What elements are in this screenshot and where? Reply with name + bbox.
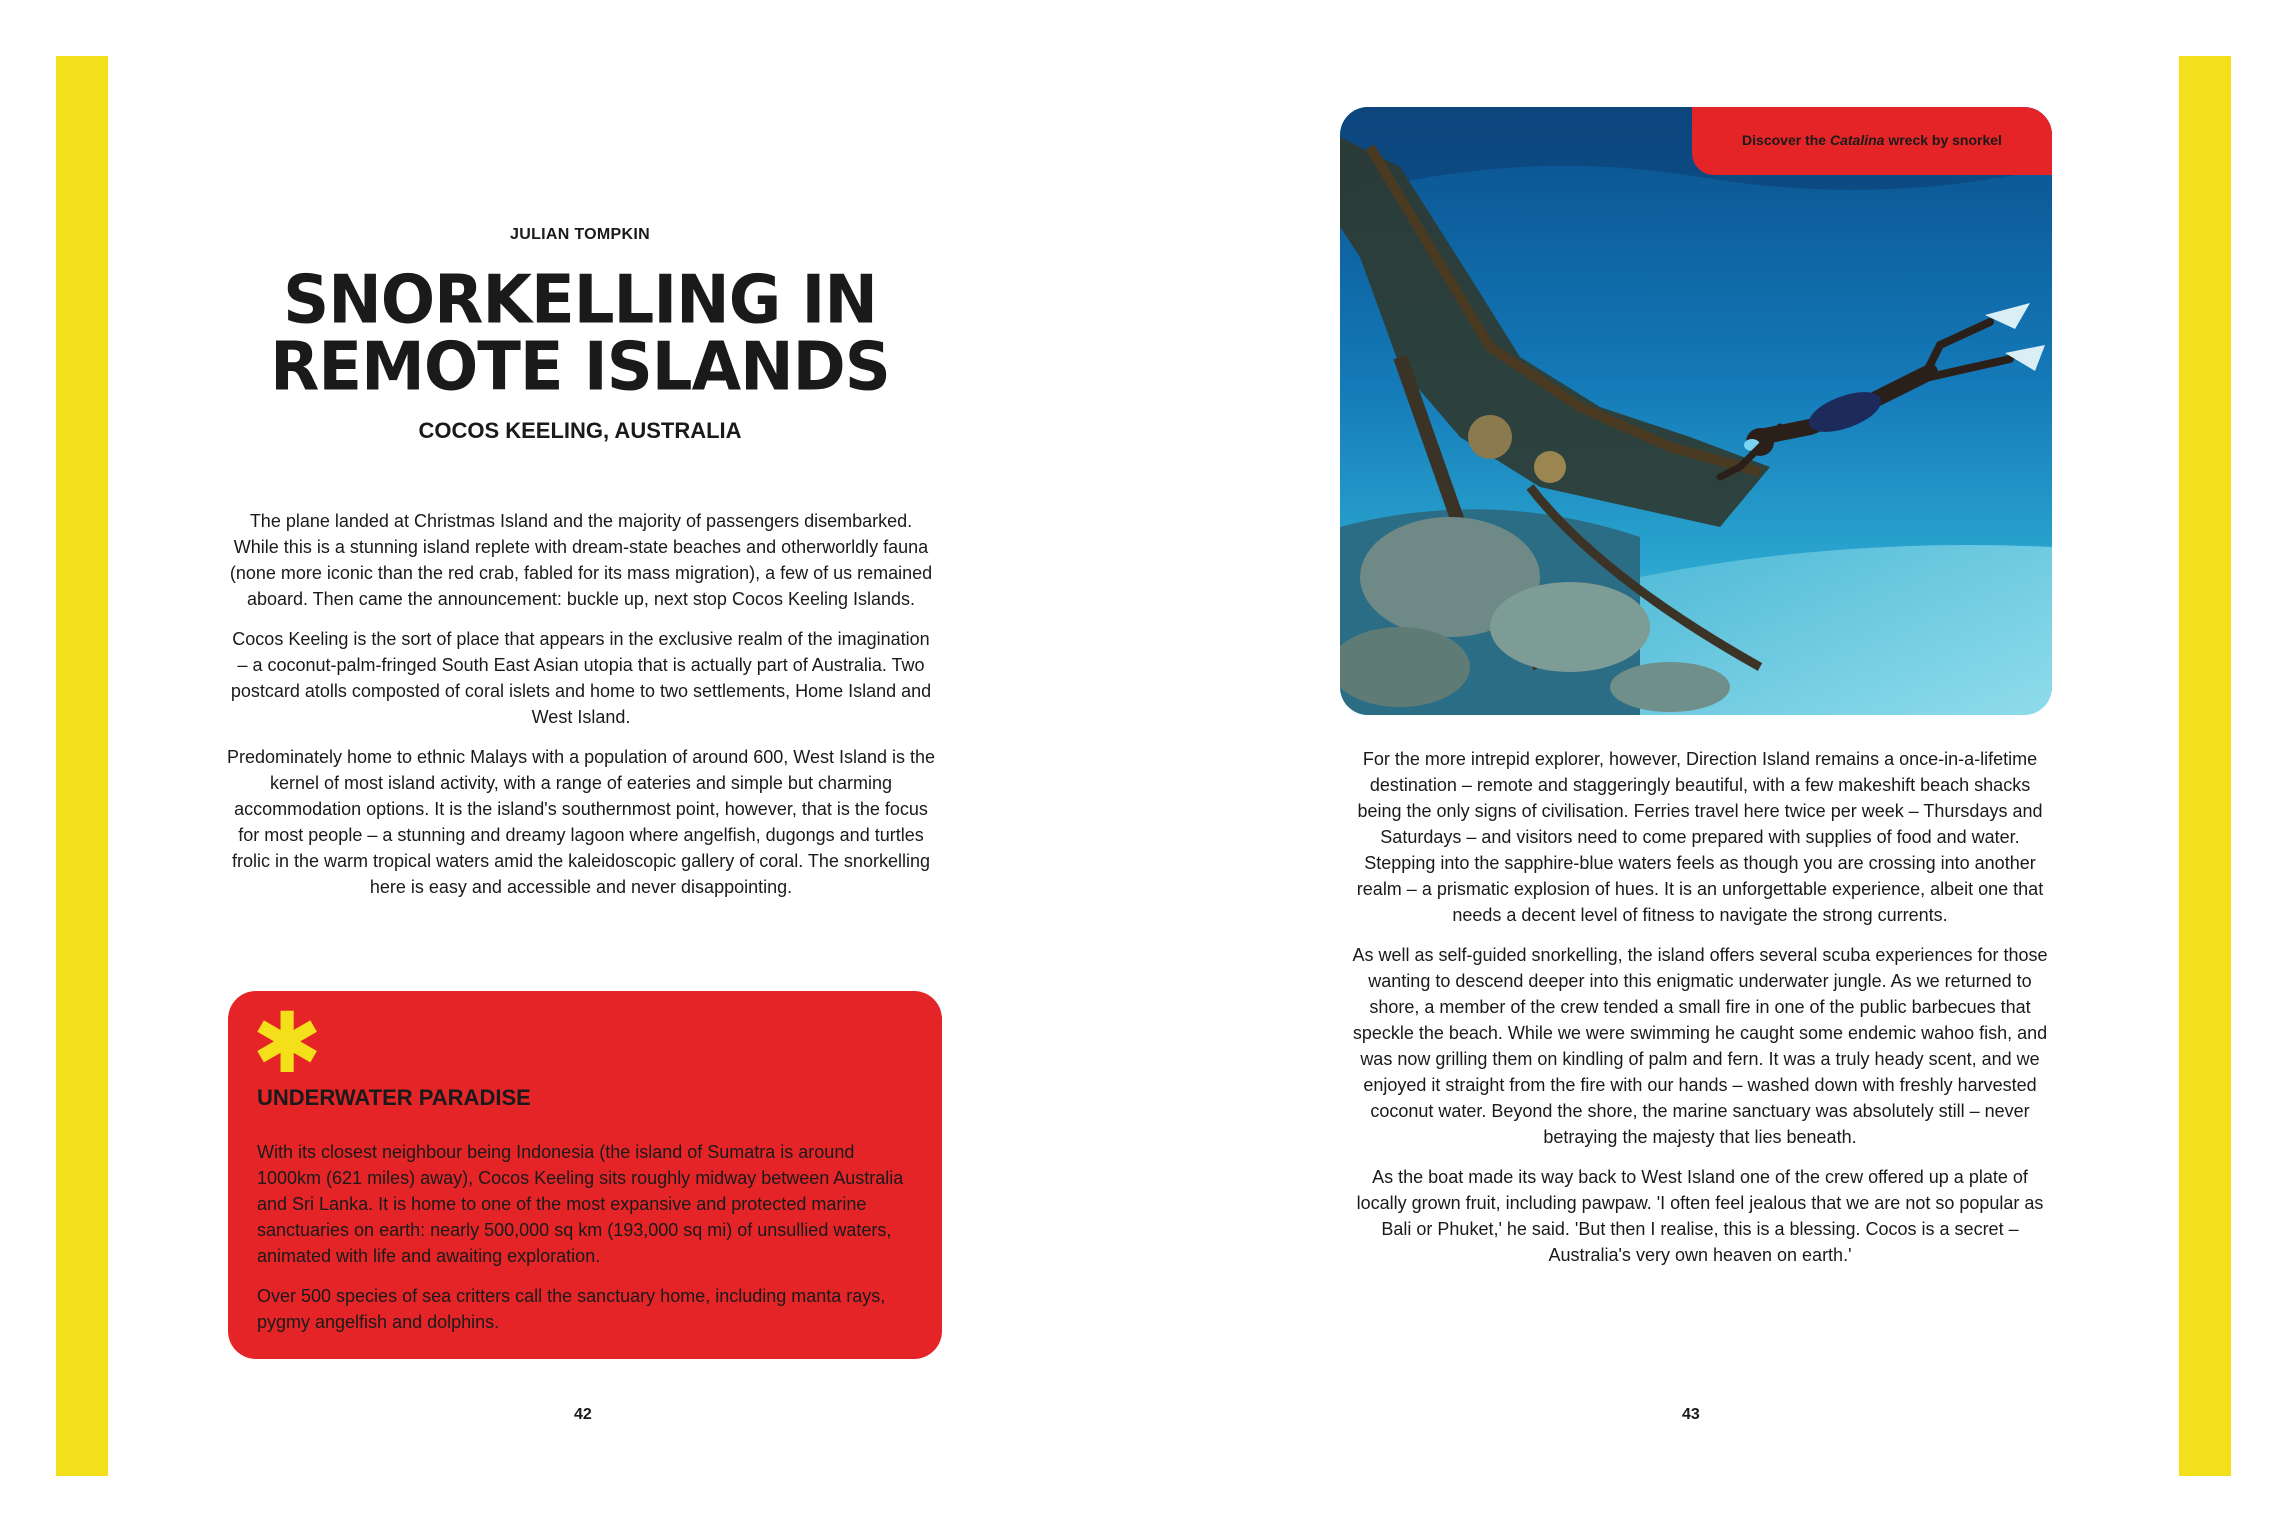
page-number: 42 [574, 1406, 592, 1423]
page-number: 43 [1682, 1406, 1700, 1423]
caption-italic-name: Catalina [1829, 132, 1885, 148]
title-line-2: REMOTE ISLANDS [270, 328, 890, 407]
paragraph: As well as self-guided snorkelling, the island offers several scuba experiences for those wanting to descend deeper into this enigmatic underwater jungle. As we returned to shore, a member of the crew tended a small fire in one of the public barbecues that speckle the beach. While we were swimming he caught some endemic wahoo fish, and was now grilling them on kindling of palm and fern. It was a truly heady scent, and we enjoyed it straight from the fire with our hands – washed down with freshly harvested coconut water. Beyond the shore, the marine sanctuary was absolutely still – never betraying the majesty that lies beneath. [1352, 945, 2048, 1147]
caption-text-end: wreck by snorkel [1884, 132, 2002, 148]
right-body-text [1350, 746, 2050, 1282]
snorkeller-wreck-photo [1340, 107, 2052, 715]
paragraph: Cocos Keeling is the sort of place that appears in the exclusive realm of the imagination – a coconut-palm-fringed South East Asian utopia that is actually part of Australia. Two postcard atolls composted of coral islets and home to two settlements, Home Island and West Island. [230, 629, 932, 727]
paragraph: For the more intrepid explorer, however, Direction Island remains a once-in-a-lifetime destination – remote and staggeringly beautiful, with a few makeshift beach shacks being the only signs of civilisation. Ferries travel here twice per week – Thursdays and Saturdays – and visitors need to come prepared with supplies of food and water. Stepping into the sapphire-blue waters feels as though you are crossing into another realm – a prismatic explosion of hues. It is an unforgettable experience, albeit one that needs a decent level of fitness to navigate the strong currents. [1356, 749, 2044, 925]
location-subtitle: COCOS KEELING, AUSTRALIA [418, 418, 742, 443]
sidebar-paragraph: Over 500 species of sea critters call the sanctuary home, including manta rays, pygmy angelfish and dolphins. [257, 1286, 886, 1332]
photo-caption-badge [1692, 107, 2052, 175]
title-line-1: SNORKELLING IN [283, 261, 877, 340]
author-name: JULIAN TOMPKIN [510, 226, 650, 243]
underwater-scene [1340, 107, 2052, 715]
paragraph: Predominately home to ethnic Malays with a population of around 600, West Island is the kernel of most island activity, with a range of eateries and simple but charming accommodation options. It is the island's southernmost point, however, that is the focus for most people – a stunning and dreamy lagoon where angelfish, dugongs and turtles frolic in the warm tropical waters amid the kaleidoscopic gallery of coral. The snorkelling here is easy and accessible and never disappointing. [226, 747, 936, 897]
sidebar-paragraph: With its closest neighbour being Indonesia (the island of Sumatra is around 1000km (621 miles) away), Cocos Keeling sits roughly midway between Australia and Sri Lanka. It is home to one of the most expansive and protected marine sanctuaries on earth: nearly 500,000 sq km (193,000 sq mi) of unsullied waters, animated with life and awaiting exploration. [257, 1142, 904, 1266]
paragraph: The plane landed at Christmas Island and the majority of passengers disembarked. While this is a stunning island replete with dream-state beaches and otherworldly fauna (none more iconic than the red crab, fabled for its mass migration), a few of us remained aboard. Then came the announcement: buckle up, next stop Cocos Keeling Islands. [229, 511, 933, 609]
asterisk-icon: ✱ [252, 994, 323, 1092]
sidebar-heading: UNDERWATER PARADISE [257, 1085, 531, 1110]
photo-caption [1692, 132, 2052, 148]
caption-text-start: Discover the [1742, 132, 1830, 148]
paragraph: As the boat made its way back to West Island one of the crew offered up a plate of locally grown fruit, including pawpaw. 'I often feel jealous that we are not so popular as Bali or Phuket,' he said. 'But then I realise, this is a blessing. Cocos is a secret – Australia's very own heaven on earth.' [1356, 1167, 2044, 1265]
